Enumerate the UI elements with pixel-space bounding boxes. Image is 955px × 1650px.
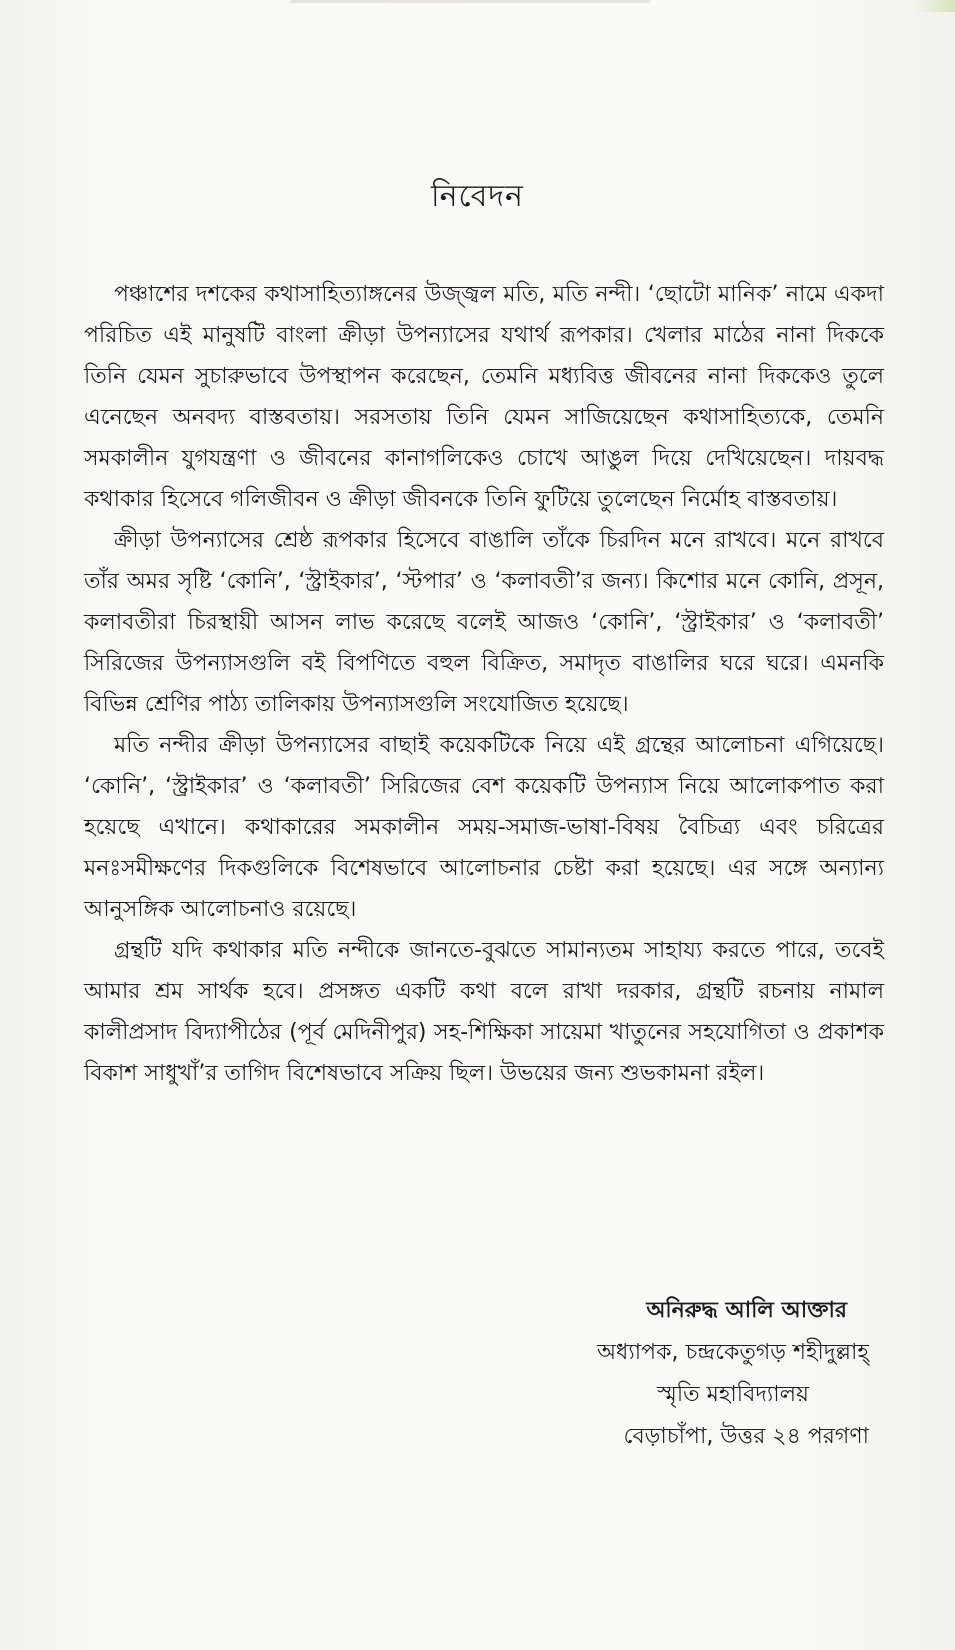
page-title: নিবেদন <box>431 179 524 214</box>
author-name: অনিরুদ্ধ আলি আক্তার <box>646 1298 847 1323</box>
corner-tint <box>915 0 955 12</box>
paragraph-4: গ্রন্থটি যদি কথাকার মতি নন্দীকে জানতে-বুঝতে সামান্যতম সাহায্য করতে পারে, তবেই আমার শ্রম সার্থক হবে। প্রসঙ্গত একটি কথা বলে রাখা দরকার, গ্রন্থটি রচনায় নামাল কালীপ্রসাদ বিদ্যাপীঠের (পূর্ব মেদিনীপুর) সহ-শিক্ষিকা সায়েমা খাতুনের সহযোগিতা ও প্রকাশক বিকাশ সাধুখাঁ’র তাগিদ বিশেষভাবে সক্রিয় ছিল। উভয়ের জন্য শুভকামনা রইল। <box>84 938 884 1086</box>
paragraph-1: পঞ্চাশের দশকের কথাসাহিত্যাঙ্গনের উজ্জ্বল মতি, মতি নন্দী। ‘ছোটো মানিক’ নামে একদা পরিচিত এই মানুষটি বাংলা ক্রীড়া উপন্যাসের যথার্থ রূপকার। খেলার মাঠের নানা দিককে তিনি যেমন সুচারুভাবে উপস্থাপন করেছেন, তেমনি মধ্যবিত্ত জীবনের নানা দিককেও তুলে এনেছেন অনবদ্য বাস্তবতায়। সরসতায় তিনি যেমন সাজিয়েছেন কথাসাহিত্যকে, তেমনি সমকালীন যুগযন্ত্রণা ও জীবনের কানাগলিকেও চোখে আঙুল দিয়ে দেখিয়েছেন। দায়বদ্ধ কথাকার হিসেবে গলিজীবন ও ক্রীড়া জীবনকে তিনি ফুটিয়ে তুলেছেন নির্মোহ বাস্তবতায়। <box>84 282 884 512</box>
author-designation: অধ্যাপক, চন্দ্রকেতুগড় শহীদুল্লাহ্ <box>597 1340 869 1365</box>
paragraph-3: মতি নন্দীর ক্রীড়া উপন্যাসের বাছাই কয়েকটিকে নিয়ে এই গ্রন্থের আলোচনা এগিয়েছে। ‘কোনি’, ‘স্ট্রাইকার’ ও ‘কলাবতী’ সিরিজের বেশ কয়েকটি উপন্যাস নিয়ে আলোকপাত করা হয়েছে এখানে। কথাকারের সমকালীন সময়-সমাজ-ভাষা-বিষয় বৈচিত্র্য এবং চরিত্রের মনঃসমীক্ষণের দিকগুলিকে বিশেষভাবে আলোচনার চেষ্টা করা হয়েছে। এর সঙ্গে অন্যান্য আনুসঙ্গিক আলোচনাও রয়েছে। <box>84 733 884 922</box>
preface-body <box>84 274 884 1094</box>
author-location: বেড়াচাঁপা, উত্তর ২৪ পরগণা <box>623 1424 869 1449</box>
paragraph-2: ক্রীড়া উপন্যাসের শ্রেষ্ঠ রূপকার হিসেবে বাঙালি তাঁকে চিরদিন মনে রাখবে। মনে রাখবে তাঁর অমর সৃষ্টি ‘কোনি’, ‘স্ট্রাইকার’, ‘স্টপার’ ও ‘কলাবতী’র জন্য। কিশোর মনে কোনি, প্রসূন, কলাবতীরা চিরস্থায়ী আসন লাভ করেছে বলেই আজও ‘কোনি’, ‘স্ট্রাইকার’ ও ‘কলাবতী’ সিরিজের উপন্যাসগুলি বই বিপণিতে বহুল বিক্রিত, সমাদৃত বাঙালির ঘরে ঘরে। এমনকি বিভিন্ন শ্রেণির পাঠ্য তালিকায় উপন্যাসগুলি সংযোজিত হয়েছে। <box>84 528 884 717</box>
signature-block <box>449 1290 869 1458</box>
page-edge-line <box>290 0 650 3</box>
author-institution: স্মৃতি মহাবিদ্যালয় <box>656 1382 809 1407</box>
